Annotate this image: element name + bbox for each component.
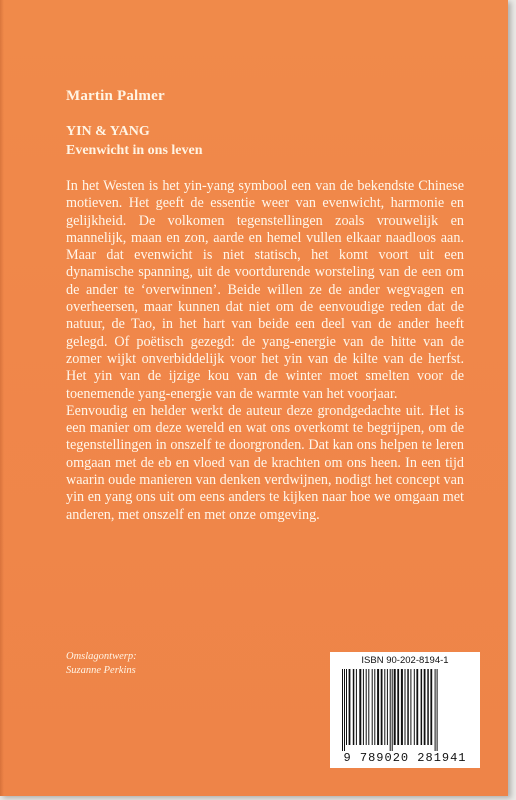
book-subtitle: Evenwicht in ons leven [66,143,203,158]
credit-name: Suzanne Perkins [66,665,136,676]
barcode-bar [405,669,406,745]
isbn-label: ISBN 90-202-8194-1 [361,655,449,666]
barcode-bar [368,669,369,745]
barcode-bar [416,669,418,745]
book-title: YIN & YANG [66,124,150,139]
barcode-bar [372,669,373,745]
barcode-bar [353,669,355,745]
barcode-bar [384,669,385,745]
barcode-bar [435,669,436,751]
blurb-paragraph-2: Eenvoudig en helder werkt de auteur deze grondgedachte uit. Het is een manier om deze wereld en wat ons overkomt te begrijpen, om de tegenstellingen in onszelf te doorgronden. Dat kan ons helpen te leren omgaan met de eb en vloed van de krachten om ons heen. In een tijd waarin oude manieren van denken verdwijnen, nodigt het concept van yin en yang ons uit om eens anders te kijken naar hoe we omgaan met anderen, met onszelf en met onze omgeving. [66,402,464,523]
barcode-bar [359,669,361,745]
barcode-bar [356,669,357,745]
barcode-box [330,652,480,768]
barcode-bar [392,669,393,751]
barcode-bar [377,669,379,745]
barcode-bar [344,669,345,751]
blurb-paragraph-1: In het Westen is het yin-yang symbool een van de bekendste Chinese motieven. Het geeft de essentie weer van evenwicht, harmonie en gelijkheid. De volkomen tegenstellingen zoals vrouwelijk en mannelijk, maan en zon, aarde en hemel vullen elkaar naadloos aan. Maar dat evenwicht is niet statisch, het komt voort uit een dynamische spanning, uit de voortdurende worsteling van de een om de ander te ‘overwinnen’. Beide willen ze de ander wegvagen en overheersen, maar kunnen dat niet om de eenvoudige reden dat de natuur, de Tao, in het hart van beide een deel van de ander heeft gelegd. Of poëtisch gezegd: de yang-energie van de hitte van de zomer wijkt onverbiddelijk voor het yin van de kilte van de herfst. Het yin van de ijzige kou van de winter moet smelten voor de toenemende yang-energie van de warmte van het voorjaar. [66,178,464,402]
barcode-bar [349,669,351,745]
barcode-bar [366,669,367,745]
barcode-bars [340,669,470,751]
barcode-bar [387,669,388,745]
barcode-number: 9 789020 281941 [343,751,467,765]
barcode-bar [363,669,364,745]
barcode-bar [414,669,415,745]
barcode-bar [374,669,375,745]
barcode-bar [390,669,391,751]
barcode-bar [424,669,426,745]
barcode-bar [342,669,343,751]
barcode-bar [401,669,403,745]
credit-label: Omslagontwerp: [66,651,137,662]
barcode-bar [430,669,432,745]
cover-design-credit [66,650,137,678]
blurb-text [66,178,464,524]
barcode-bar [437,669,438,751]
barcode-bar [410,669,411,745]
barcode-bar [421,669,423,745]
spine-shadow [0,0,4,796]
barcode-bar [381,669,383,745]
barcode-bar [407,669,409,745]
barcode-bar [397,669,399,745]
author-name: Martin Palmer [66,88,165,104]
barcode-bar [346,669,347,745]
barcode-bar [427,669,429,745]
barcode-bar [394,669,396,745]
